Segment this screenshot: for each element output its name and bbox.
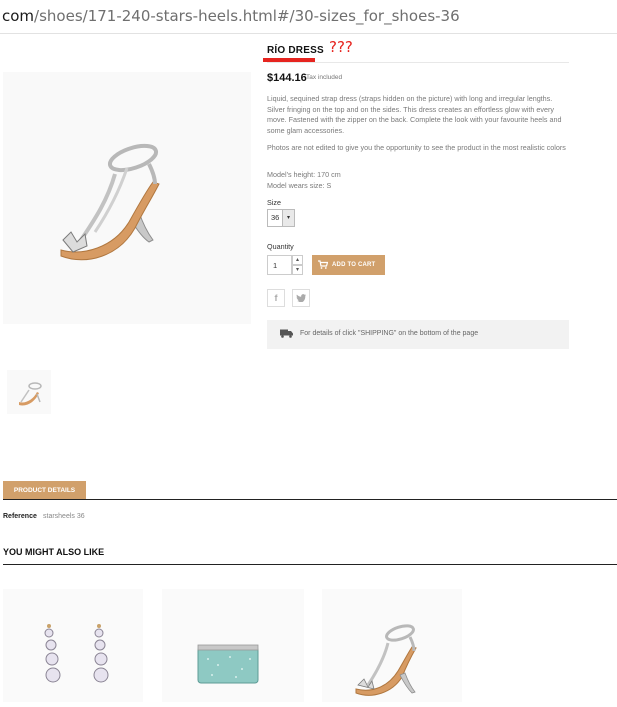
product-thumbnail[interactable] xyxy=(7,370,51,414)
tax-label: Tax included xyxy=(306,74,343,81)
related-product-clutch[interactable] xyxy=(162,589,304,702)
shipping-text: For details of click "SHIPPING" on the bottom of the page xyxy=(300,330,479,337)
product-main-image[interactable] xyxy=(3,72,251,324)
reference-label: Reference xyxy=(3,513,37,520)
facebook-share-button[interactable] xyxy=(267,289,285,307)
title-divider xyxy=(267,62,569,63)
chevron-down-icon: ▾ xyxy=(295,267,299,273)
chevron-down-icon: ▾ xyxy=(282,210,294,226)
model-size: Model wears size: S xyxy=(267,181,332,190)
product-price: $144.16 xyxy=(267,72,307,84)
size-selected-value: 36 xyxy=(271,213,280,222)
quantity-label: Quantity xyxy=(267,242,294,251)
tabs-divider xyxy=(3,499,617,500)
sandal-illustration xyxy=(3,72,251,324)
address-bar[interactable] xyxy=(0,0,617,34)
size-label: Size xyxy=(267,198,281,207)
related-products-title: YOU MIGHT ALSO LIKE xyxy=(3,547,105,557)
url-path: /shoes/171-240-stars-heels.html#/30-sizes_for_shoes-36 xyxy=(34,7,460,25)
shipping-info-box xyxy=(267,320,569,349)
reference-value: starsheels 36 xyxy=(43,513,85,520)
add-to-cart-label: ADD TO CART xyxy=(332,262,376,268)
product-title: RÍO DRESS xyxy=(267,45,324,56)
question-annotation: ??? xyxy=(329,38,353,56)
twitter-share-button[interactable] xyxy=(292,289,310,307)
photos-note: Photos are not edited to give you the opportunity to see the product in the most realistic colors xyxy=(267,143,566,152)
chevron-up-icon: ▴ xyxy=(295,257,299,263)
cart-icon xyxy=(318,260,328,269)
truck-icon xyxy=(280,329,293,338)
related-product-earrings[interactable] xyxy=(3,589,143,702)
tab-product-details[interactable]: PRODUCT DETAILS xyxy=(3,481,86,500)
quantity-decrease-button[interactable] xyxy=(292,265,303,275)
model-height: Model's height: 170 cm xyxy=(267,170,341,179)
related-product-heels[interactable] xyxy=(322,589,462,702)
product-description: Liquid, sequined strap dress (straps hidden on the picture) with long and irregular lengths. Silver fringing on the top and on the sides. This dress creates an effortless glow with every move. Fastened with the zipper on the back. Complete the look with your favourite heels and some glam accessories. xyxy=(267,94,562,135)
quantity-increase-button[interactable] xyxy=(292,255,303,265)
twitter-icon xyxy=(296,294,306,302)
add-to-cart-button[interactable] xyxy=(312,255,385,275)
facebook-icon: f xyxy=(274,293,278,303)
related-divider xyxy=(3,564,617,565)
quantity-input[interactable]: 1 xyxy=(267,255,292,275)
size-select[interactable] xyxy=(267,209,295,227)
url-host: com xyxy=(2,7,35,25)
